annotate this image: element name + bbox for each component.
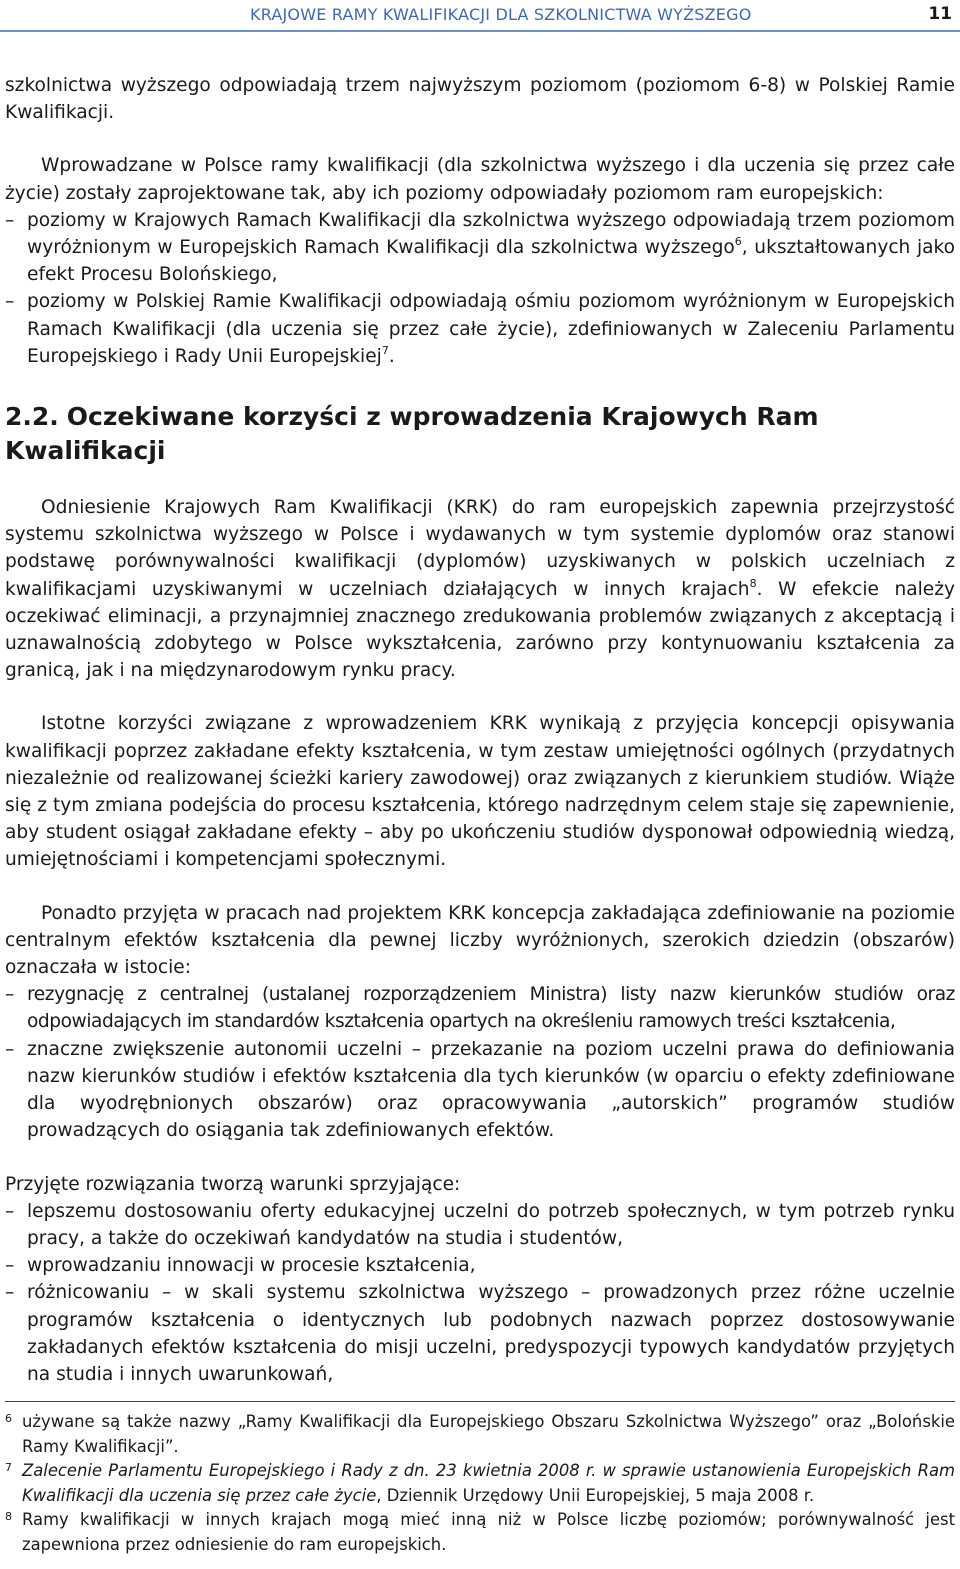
paragraph-learning-outcomes: Istotne korzyści związane z wprowadzeniem KRK wynikają z przyjęcia koncepcji opisywania kwalifikacji poprzez zakładane efekty kształcenia, w tym zestaw umiejętności ogólnych (przydatnych niezależnie od realizowanej ścieżki kariery zawodowej) oraz związanych z kierunkiem studiów. Wiąże się z tym zmiana podejścia do procesu kształcenia, którego nadrzędnym celem staje się zapewnienie, aby student osiągał zakładane efekty – aby po ukończeniu studiów dysponował odpowiednią wiedzą, umiejętnościami i kompetencjami społecznymi.	[5, 713, 955, 871]
footnote-7: 7 Zalecenie Parlamentu Europejskiego i Rady z dn. 23 kwietnia 2008 r. w sprawie ustanowienia Europejskich Ram Kwalifikacji dla uczenia się przez całe życie, Dziennik Urzędowy Unii Europejskiej, 5 maja 2008 r.	[5, 1459, 955, 1508]
list-item: – znaczne zwiększenie autonomii uczelni – przekazanie na poziom uczelni prawa do definiowania nazw kierunków studiów i efektów kształcenia dla tych kierunków (w oparciu o efekty zdefiniowane dla wyodrębnionych obszarów) oraz opracowywania „autorskich” programów studiów prowadzących do osiągania tak zdefiniowanych efektów.	[5, 1036, 955, 1145]
section-heading	[5, 400, 955, 468]
paragraph-concept-intro: Ponadto przyjęta w pracach nad projektem KRK koncepcja zakładająca zdefiniowanie na poziomie centralnym efektów kształcenia dla pewnej liczby wyróżnionych, szerokich dziedzin (obszarów) oznaczała w istocie:	[5, 902, 955, 979]
footnote-mark: 8	[5, 1510, 12, 1523]
concept-list	[5, 981, 955, 1144]
list-item: – rezygnację z centralnej (ustalanej rozporządzeniem Ministra) listy nazw kierunków studiów oraz odpowiadających im standardów kształcenia opartych na określeniu ramowych treści kształcenia,	[5, 981, 955, 1035]
footnote-ref-7: 7	[381, 343, 389, 357]
footnote-6: 6 używane są także nazwy „Ramy Kwalifikacji dla Europejskiego Obszaru Szkolnictwa Wyższego” oraz „Bolońskie Ramy Kwalifikacji”.	[5, 1410, 955, 1459]
list-item: – różnicowaniu – w skali systemu szkolnictwa wyższego – prowadzonych przez różne uczelnie programów kształcenia o identycznych lub podobnych nazwach poprzez dostosowywanie zakładanych efektów kształcenia do misji uczelni, predyspozycji typowych kandydatów przyjętych na studia i innych uwarunkowań,	[5, 1279, 955, 1388]
paragraph-frameworks-intro: Wprowadzane w Polsce ramy kwalifikacji (dla szkolnictwa wyższego i dla uczenia się przez całe życie) zostały zaprojektowane tak, aby ich poziomy odpowiadały poziomom ram europejskich:	[5, 155, 955, 204]
footnotes	[5, 1401, 955, 1557]
footnote-8: 8 Ramy kwalifikacji w innych krajach mogą mieć inną niż w Polsce liczbę poziomów; porównywalność jest zapewniona przez odniesienie do ram europejskich.	[5, 1508, 955, 1557]
frameworks-list	[5, 207, 955, 370]
page-number: 11	[928, 4, 952, 24]
footnote-ref-6: 6	[734, 235, 742, 249]
list-item: – poziomy w Krajowych Ramach Kwalifikacji dla szkolnictwa wyższego odpowiadają trzem poziomom wyróżnionym w Europejskich Ramach Kwalifikacji dla szkolnictwa wyższego$^6$, ukształtowanych jako efekt Procesu Bolońskiego,	[5, 207, 955, 289]
running-title: KRAJOWE RAMY KWALIFIKACJI DLA SZKOLNICTWA WYŻSZEGO	[250, 5, 752, 24]
footnote-mark: 6	[5, 1412, 12, 1425]
list-item: – lepszemu dostosowaniu oferty edukacyjnej uczelni do potrzeb społecznych, w tym potrzeb rynku pracy, a także do oczekiwań kandydatów na studia i studentów,	[5, 1198, 955, 1252]
conditions-list	[5, 1198, 955, 1388]
section-title: Oczekiwane korzyści z wprowadzenia Krajowych Ram Kwalifikacji	[5, 402, 819, 466]
list-item: – wprowadzaniu innowacji w procesie kształcenia,	[5, 1252, 955, 1279]
list-item: – poziomy w Polskiej Ramie Kwalifikacji odpowiadają ośmiu poziomom wyróżnionym w Europejskich Ramach Kwalifikacji (dla uczenia się przez całe życie), zdefiniowanych w Zaleceniu Parlamentu Europejskiego i Rady Unii Europejskiej$^7$.	[5, 288, 955, 370]
paragraph-conditions-intro: Przyjęte rozwiązania tworzą warunki sprzyjające:	[5, 1173, 461, 1195]
running-header	[0, 0, 960, 32]
page-body	[5, 72, 955, 1388]
paragraph-continuation: szkolnictwa wyższego odpowiadają trzem najwyższym poziomom (poziomom 6-8) w Polskiej Ramie Kwalifikacji.	[5, 75, 955, 124]
footnote-mark: 7	[5, 1461, 12, 1474]
footnote-ref-8: 8	[749, 576, 757, 590]
section-number: 2.2.	[5, 402, 59, 432]
paragraph-benefits: Odniesienie Krajowych Ram Kwalifikacji (KRK) do ram europejskich zapewnia przejrzystość systemu szkolnictwa wyższego w Polsce i wydawanych w tym systemie dyplomów oraz stanowi podstawę porównywalności kwalifikacji (dyplomów) uzyskiwanych w polskich uczelniach z kwalifikacjami uzyskiwanymi w uczelniach działających w innych krajach$^8$. W efekcie należy oczekiwać eliminacji, a przynajmniej znacznego zredukowania problemów związanych z akceptacją i uznawalnością zdobytego w Polsce wykształcenia, zarówno przy kontynuowaniu kształcenia za granicą, jak i na międzynarodowym rynku pracy.	[5, 497, 955, 682]
